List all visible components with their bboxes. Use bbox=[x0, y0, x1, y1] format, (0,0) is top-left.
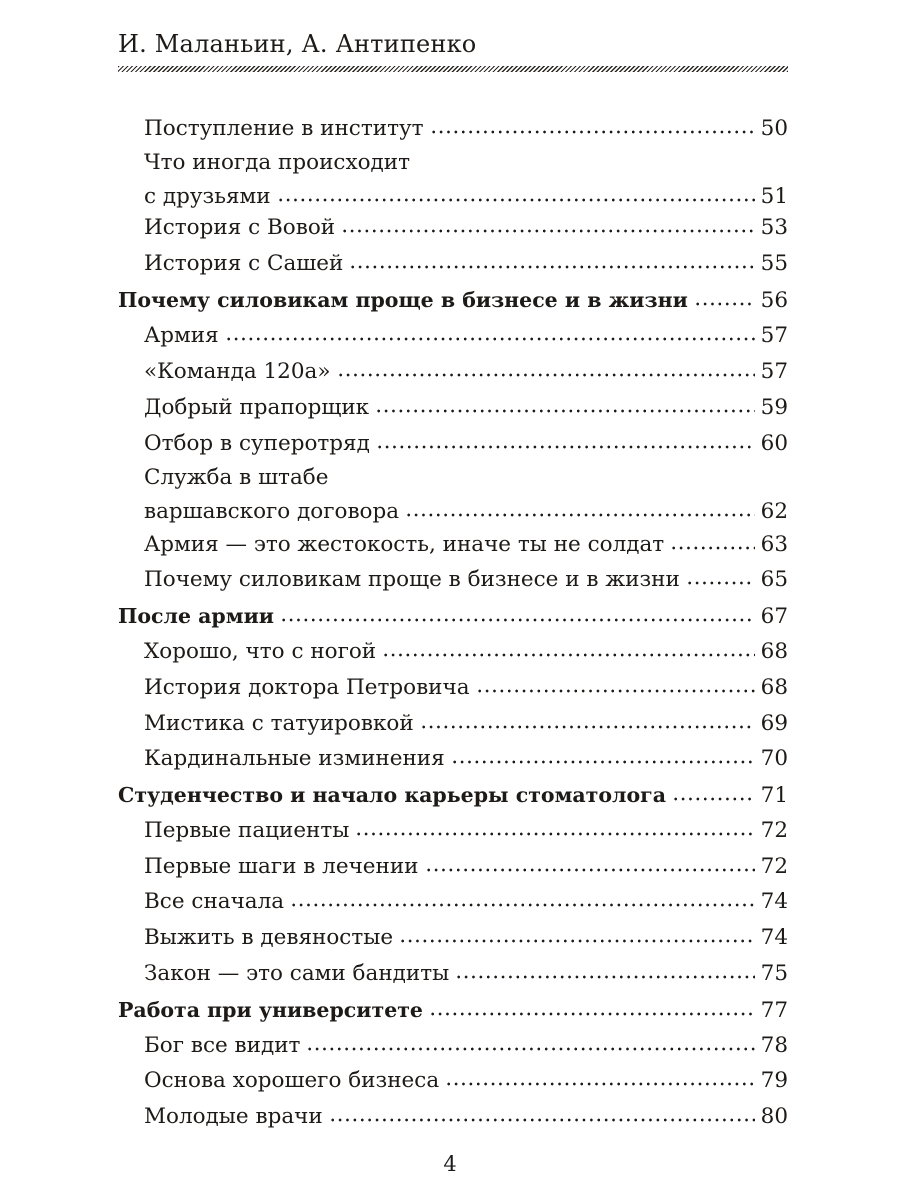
toc-entry[interactable] bbox=[144, 395, 788, 421]
toc-entry-page: 72 bbox=[760, 818, 788, 843]
toc-entry[interactable] bbox=[144, 251, 788, 277]
toc-entry-page: 80 bbox=[760, 1104, 788, 1129]
toc-entry-title: Закон — это сами бандиты bbox=[144, 961, 450, 986]
dot-leader bbox=[349, 265, 754, 269]
toc-entry-title: Почему силовикам проще в бизнесе и в жизни bbox=[118, 288, 688, 312]
dot-leader bbox=[337, 373, 755, 377]
toc-entry[interactable] bbox=[144, 1104, 788, 1130]
dot-leader bbox=[382, 653, 755, 657]
toc-entry-page: 63 bbox=[760, 532, 788, 557]
toc-chapter-entry[interactable] bbox=[118, 782, 788, 809]
toc-entry-page: 78 bbox=[760, 1033, 788, 1058]
toc-chapter-entry[interactable] bbox=[118, 287, 788, 314]
dot-leader bbox=[341, 229, 755, 233]
toc-entry[interactable] bbox=[144, 961, 788, 987]
toc-entry-title: История с Сашей bbox=[144, 251, 344, 276]
toc-chapter-entry[interactable] bbox=[118, 997, 788, 1024]
toc-entry-title: Поступление в институт bbox=[144, 116, 424, 141]
dot-leader bbox=[405, 513, 755, 517]
toc-entry-title: Первые пациенты bbox=[144, 818, 350, 843]
toc-entry-title: Молодые врачи bbox=[144, 1104, 323, 1129]
toc-entry-page: 62 bbox=[760, 499, 788, 524]
dot-leader bbox=[290, 903, 755, 907]
toc-entry-page: 57 bbox=[760, 359, 788, 384]
dot-leader bbox=[670, 546, 754, 550]
toc-chapter-entry[interactable] bbox=[118, 603, 788, 630]
dot-leader bbox=[694, 302, 755, 306]
toc-entry[interactable] bbox=[144, 431, 788, 457]
toc-entry-title: Кардинальные изминения bbox=[144, 746, 445, 771]
toc-entry-page: 60 bbox=[760, 431, 788, 456]
toc-entry-title: варшавского договора bbox=[144, 499, 400, 524]
toc-entry[interactable] bbox=[144, 889, 788, 915]
toc-entry-page: 55 bbox=[760, 251, 788, 276]
dot-leader bbox=[355, 832, 754, 836]
toc-entry[interactable] bbox=[144, 150, 788, 210]
toc-entry-title: Основа хорошего бизнеса bbox=[144, 1068, 440, 1093]
toc-entry[interactable] bbox=[144, 215, 788, 241]
toc-entry-page: 69 bbox=[760, 711, 788, 736]
dot-leader bbox=[476, 689, 755, 693]
toc-entry-title: Хорошо, что с ногой bbox=[144, 639, 377, 664]
toc-entry-title: «Команда 120а» bbox=[144, 359, 331, 384]
toc-entry[interactable] bbox=[144, 818, 788, 844]
toc-entry[interactable] bbox=[144, 532, 788, 558]
toc-entry-title: Работа при университете bbox=[118, 998, 423, 1022]
toc-entry-title-line1: Что иногда происходит bbox=[144, 150, 410, 175]
toc-entry-title: Армия bbox=[144, 323, 219, 348]
toc-entry-title: Все сначала bbox=[144, 889, 285, 914]
toc-entry-page: 68 bbox=[760, 675, 788, 700]
toc-entry-page: 70 bbox=[760, 746, 788, 771]
toc-entry-page: 53 bbox=[760, 215, 788, 240]
toc-entry-title: Почему силовикам проще в бизнесе и в жизни bbox=[144, 567, 680, 592]
page-number: 4 bbox=[443, 1152, 457, 1176]
toc-entry[interactable] bbox=[144, 925, 788, 951]
dot-leader bbox=[455, 975, 754, 979]
dot-leader bbox=[399, 939, 755, 943]
dot-leader bbox=[306, 1047, 754, 1051]
toc-entry[interactable] bbox=[144, 1068, 788, 1094]
toc-entry-title: Мистика с татуировкой bbox=[144, 711, 414, 736]
toc-entry-title: Студенчество и начало карьеры стоматолога bbox=[118, 783, 667, 807]
toc-entry[interactable] bbox=[144, 675, 788, 701]
dot-leader bbox=[420, 725, 755, 729]
toc-entry-page: 67 bbox=[760, 604, 788, 629]
toc-entry[interactable] bbox=[144, 854, 788, 880]
toc-entry[interactable] bbox=[144, 465, 788, 525]
toc-entry-title: Армия — это жестокость, иначе ты не солдат bbox=[144, 532, 665, 557]
toc-entry[interactable] bbox=[144, 639, 788, 665]
toc-entry-title: После армии bbox=[118, 604, 274, 628]
dot-leader bbox=[225, 337, 755, 341]
toc-entry-title: Добрый прапорщик bbox=[144, 395, 370, 420]
dot-leader bbox=[375, 409, 755, 413]
toc-entry[interactable] bbox=[144, 711, 788, 737]
toc-entry[interactable] bbox=[144, 359, 788, 385]
dot-leader bbox=[376, 445, 755, 449]
dot-leader bbox=[429, 1012, 755, 1016]
toc-entry[interactable] bbox=[144, 1033, 788, 1059]
toc-entry-page: 77 bbox=[760, 998, 788, 1023]
toc-entry-title: с друзьями bbox=[144, 184, 271, 209]
toc-entry-page: 71 bbox=[760, 783, 788, 808]
toc-entry[interactable] bbox=[144, 323, 788, 349]
dot-leader bbox=[277, 198, 755, 202]
toc-entry-title-line2 bbox=[144, 184, 788, 210]
toc-entry-page: 72 bbox=[760, 854, 788, 879]
toc-entry-title: История доктора Петровича bbox=[144, 675, 470, 700]
dot-leader bbox=[425, 868, 755, 872]
toc-entry-title: Бог все видит bbox=[144, 1033, 301, 1058]
toc-entry-title: История с Вовой bbox=[144, 215, 336, 240]
toc-entry-page: 51 bbox=[760, 184, 788, 209]
toc-entry-title: Выжить в девяностые bbox=[144, 925, 394, 950]
dot-leader bbox=[672, 797, 755, 801]
dot-leader bbox=[280, 618, 755, 622]
toc-entry-page: 74 bbox=[760, 925, 788, 950]
toc-entry[interactable] bbox=[144, 567, 788, 593]
dot-leader bbox=[686, 581, 755, 585]
dot-leader bbox=[451, 760, 755, 764]
dot-leader bbox=[430, 130, 755, 134]
toc-entry-page: 56 bbox=[760, 288, 788, 313]
toc-entry-page: 68 bbox=[760, 639, 788, 664]
running-head-authors: И. Маланьин, А. Антипенко bbox=[118, 30, 477, 58]
toc-entry-page: 57 bbox=[760, 323, 788, 348]
toc-entry[interactable] bbox=[144, 116, 788, 142]
toc-entry-page: 65 bbox=[760, 567, 788, 592]
toc-entry-page: 59 bbox=[760, 395, 788, 420]
toc-entry[interactable] bbox=[144, 746, 788, 772]
toc-entry-title: Отбор в суперотряд bbox=[144, 431, 370, 456]
dot-leader bbox=[445, 1082, 754, 1086]
toc-entry-page: 75 bbox=[760, 961, 788, 986]
toc-entry-page: 79 bbox=[760, 1068, 788, 1093]
toc-entry-title-line2 bbox=[144, 499, 788, 525]
toc-entry-title-line1: Служба в штабе bbox=[144, 465, 329, 490]
toc-entry-title: Первые шаги в лечении bbox=[144, 854, 419, 879]
toc-entry-page: 74 bbox=[760, 889, 788, 914]
dot-leader bbox=[329, 1118, 755, 1122]
toc-entry-page: 50 bbox=[760, 116, 788, 141]
